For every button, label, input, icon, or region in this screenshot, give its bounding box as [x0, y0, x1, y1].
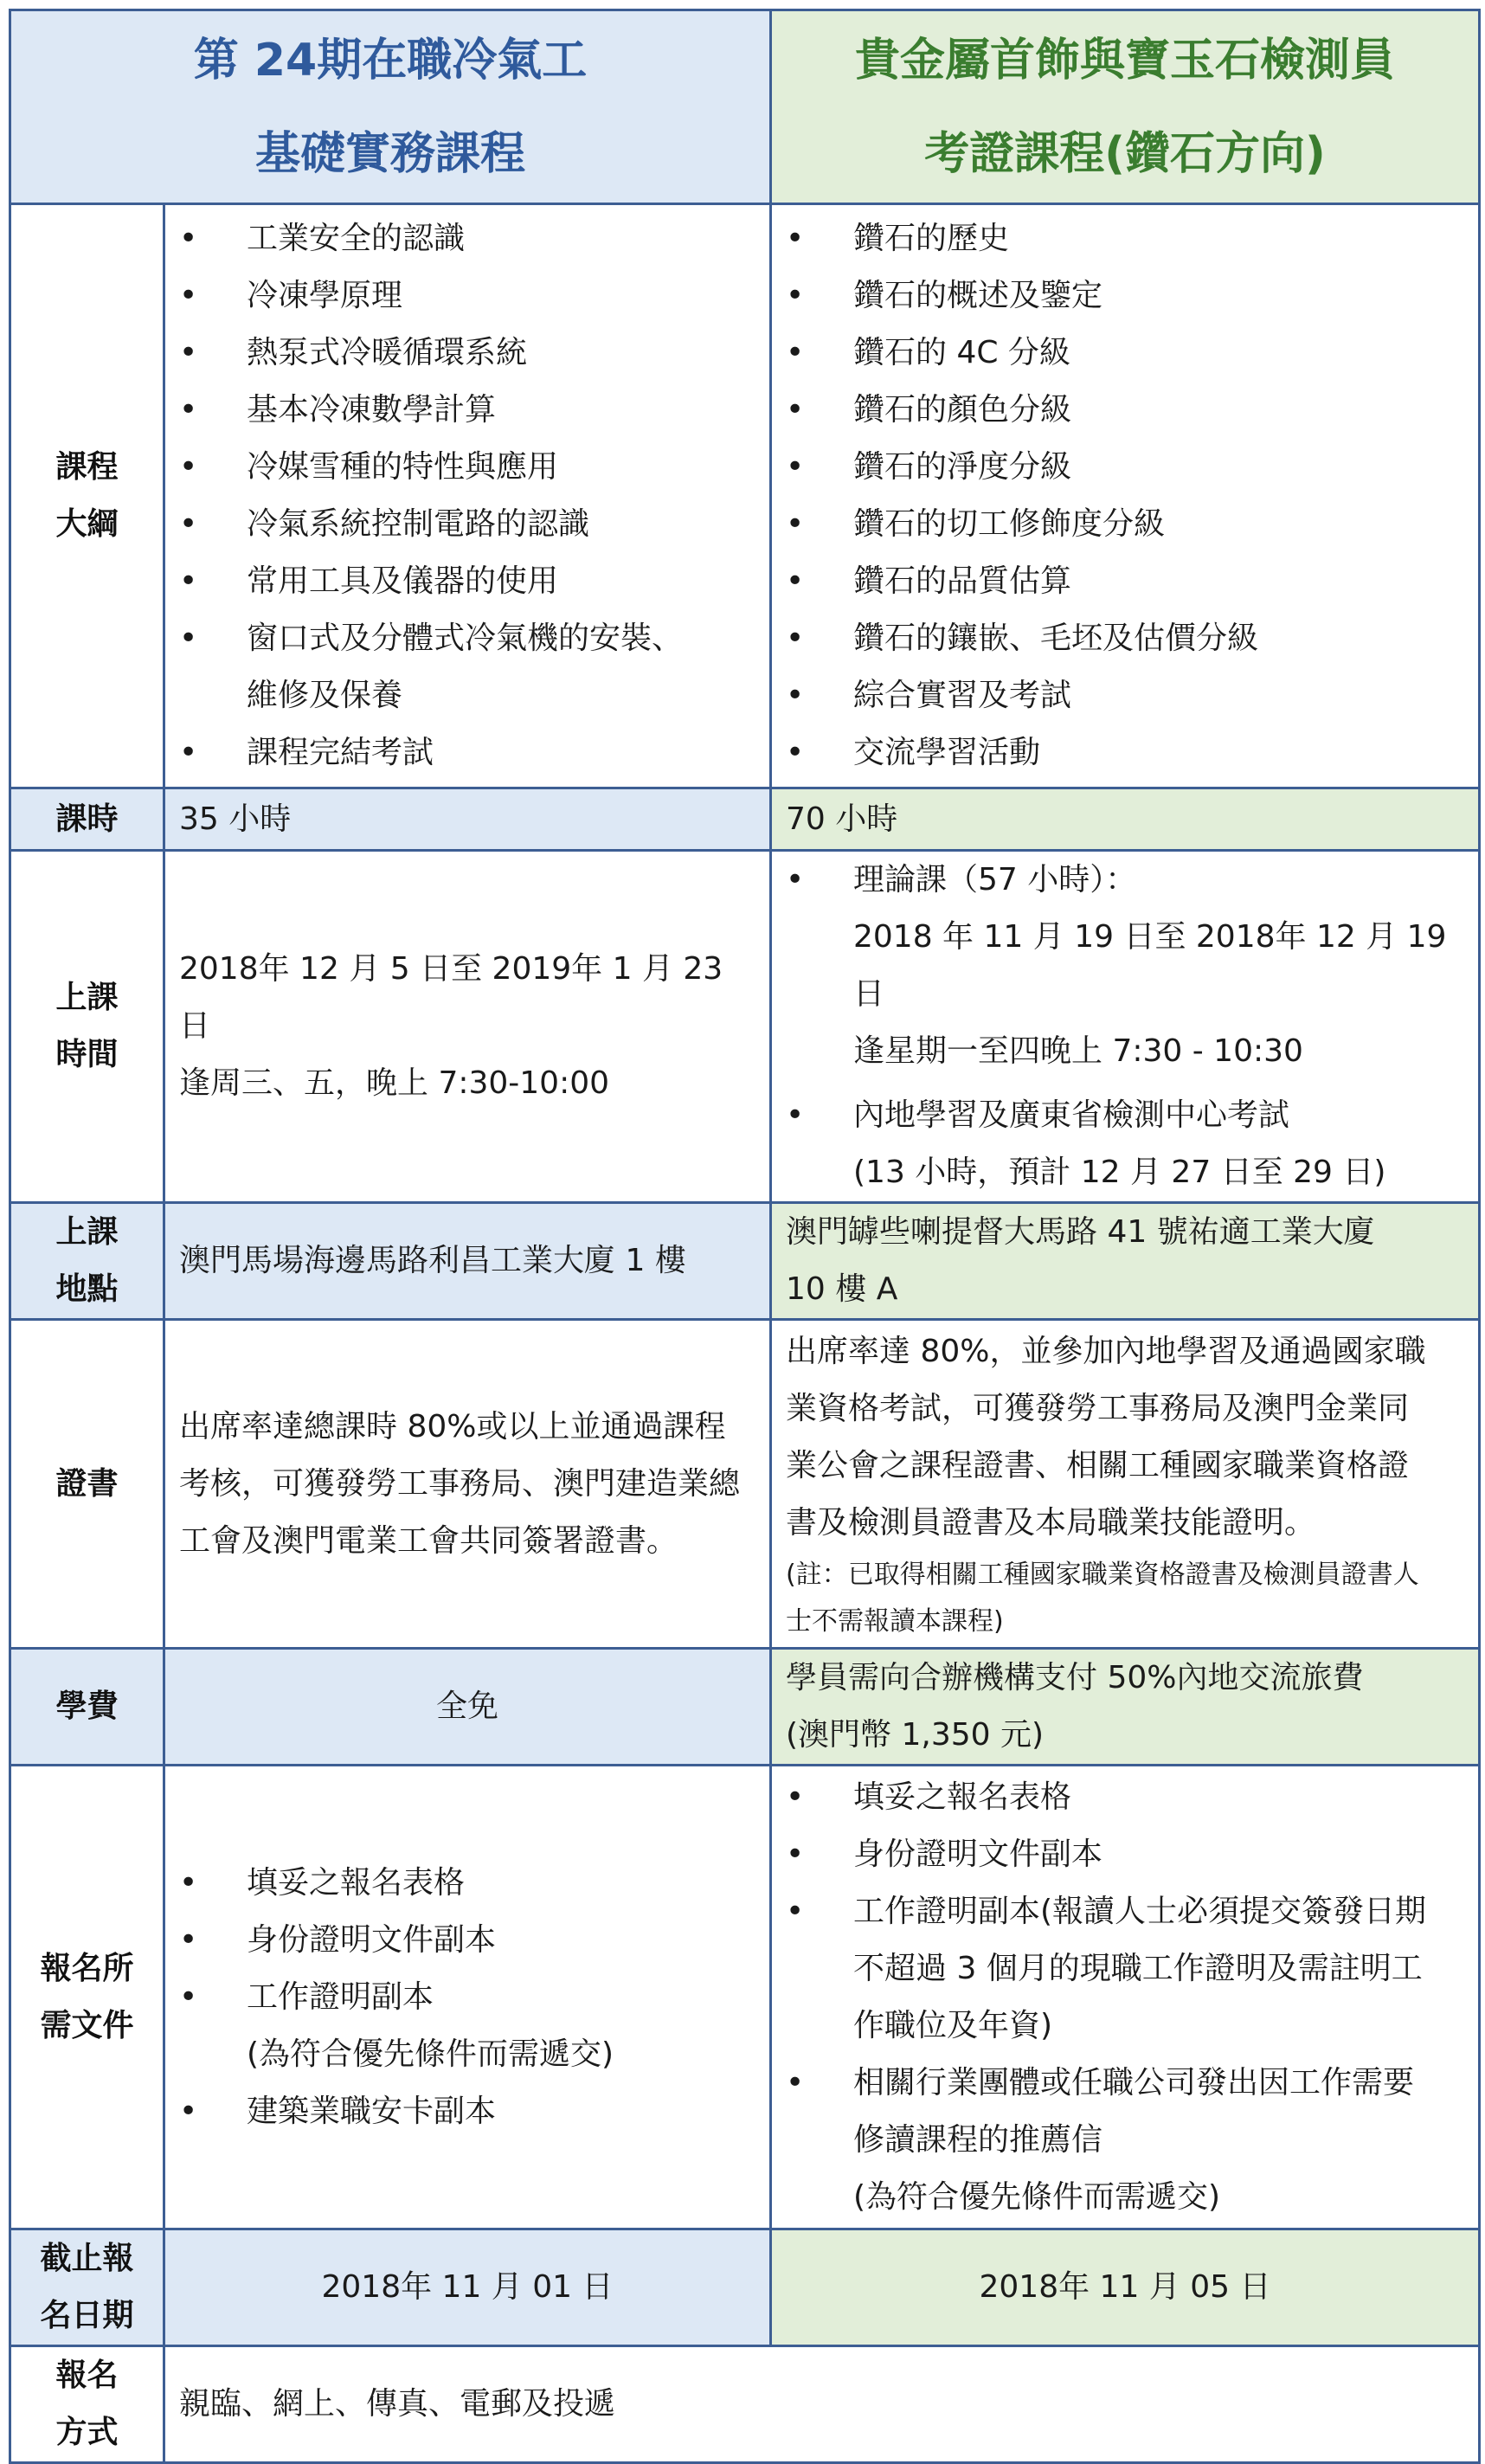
list-item-text: 常用工具及儀器的使用	[247, 563, 559, 599]
bullet-icon: •	[179, 221, 198, 256]
course-title-line: 貴金屬首飾與寶玉石檢測員	[854, 34, 1395, 87]
list-item	[772, 667, 1478, 724]
list-item	[772, 2055, 1478, 2226]
schedule-line: 2018年 12 月 5 日至 2019年 1 月 23 日	[179, 951, 723, 1044]
course-title-diamond	[771, 10, 1480, 204]
certificate-line: 工會及澳門電業工會共同簽署證書。	[179, 1522, 678, 1559]
bullet-icon: •	[786, 506, 805, 542]
row-label-fee: 學費	[10, 1649, 164, 1766]
bullet-icon: •	[786, 678, 805, 713]
label-line: 地點	[55, 1271, 119, 1307]
deadline-refrigeration: 2018年 11 月 01 日	[164, 2229, 771, 2346]
syllabus-diamond	[771, 204, 1480, 788]
list-item	[165, 382, 769, 439]
label-line: 課程	[55, 449, 119, 485]
bullet-icon: •	[786, 1097, 805, 1133]
list-item-text: (為符合優先條件而需遞交)	[247, 2036, 614, 2072]
certificate-line: 書及檢測員證書及本局職業技能證明。	[786, 1504, 1316, 1541]
list-item-text: 窗口式及分體式冷氣機的安裝、	[247, 621, 684, 656]
syllabus-list	[772, 210, 1478, 782]
bullet-icon: •	[786, 392, 805, 428]
certificate-diamond	[771, 1320, 1480, 1649]
list-item	[165, 439, 769, 496]
list-item	[165, 1912, 769, 1969]
list-item	[772, 325, 1478, 382]
fee-row	[10, 1649, 1480, 1766]
bullet-icon: •	[786, 735, 805, 770]
list-item	[165, 267, 769, 325]
list-item	[772, 1883, 1478, 2055]
schedule-list	[772, 852, 1478, 1201]
list-item-text-cont: 維修及保養	[247, 678, 403, 713]
bullet-icon: •	[786, 278, 805, 313]
list-item	[772, 210, 1478, 267]
row-label-schedule	[10, 851, 164, 1203]
certificate-note-line: (註：已取得相關工種國家職業資格證書及檢測員證書人	[786, 1559, 1419, 1590]
list-item	[165, 210, 769, 267]
list-item-text: 工作證明副本(報讀人士必須提交簽發日期	[853, 1893, 1427, 1929]
label-line: 名日期	[40, 2298, 134, 2333]
list-item-text: 填妥之報名表格	[853, 1779, 1072, 1815]
documents-list	[165, 1855, 769, 2140]
certificate-line: 出席率達 80%，並參加內地學習及通過國家職	[786, 1333, 1426, 1369]
label-line: 方式	[55, 2415, 119, 2450]
list-item-text: 鑽石的品質估算	[853, 563, 1072, 599]
bullet-icon: •	[786, 221, 805, 256]
hours-diamond: 70 小時	[771, 788, 1480, 851]
bullet-icon: •	[179, 1864, 198, 1901]
location-diamond	[771, 1203, 1480, 1320]
hours-row	[10, 788, 1480, 851]
list-item	[165, 2083, 769, 2140]
bullet-icon: •	[179, 392, 198, 428]
bullet-icon: •	[786, 1893, 805, 1929]
bullet-icon: •	[786, 1836, 805, 1872]
label-line: 報名所	[40, 1950, 134, 1986]
list-item	[772, 553, 1478, 610]
location-line: 澳門罅些喇提督大馬路 41 號祐適工業大廈	[786, 1214, 1375, 1250]
location-refrigeration: 澳門馬場海邊馬路利昌工業大廈 1 樓	[164, 1203, 771, 1320]
schedule-line: 2018 年 11 月 19 日至 2018年 12 月 19 日	[853, 919, 1447, 1012]
list-item	[772, 610, 1478, 667]
list-item	[772, 1087, 1478, 1201]
list-item-text: 工作證明副本	[247, 1978, 434, 2015]
row-label-method	[10, 2346, 164, 2463]
schedule-line: (13 小時，預計 12 月 27 日至 29 日)	[853, 1155, 1386, 1190]
bullet-icon: •	[179, 735, 198, 770]
bullet-icon: •	[786, 2064, 805, 2101]
schedule-row	[10, 851, 1480, 1203]
bullet-icon: •	[786, 1779, 805, 1815]
fee-diamond	[771, 1649, 1480, 1766]
label-line: 報名	[55, 2358, 119, 2393]
schedule-refrigeration	[164, 851, 771, 1203]
list-item-text: 冷凍學原理	[247, 278, 403, 313]
list-item	[772, 267, 1478, 325]
bullet-icon: •	[179, 335, 198, 370]
bullet-icon: •	[179, 2093, 198, 2129]
bullet-icon: •	[179, 449, 198, 485]
bullet-icon: •	[179, 1978, 198, 2015]
certificate-line: 考核，可獲發勞工事務局、澳門建造業總	[179, 1465, 741, 1502]
list-item	[165, 325, 769, 382]
schedule-line: 逢星期一至四晚上 7:30 - 10:30	[853, 1033, 1303, 1069]
list-item	[165, 610, 769, 724]
label-line: 時間	[55, 1037, 119, 1072]
bullet-icon: •	[786, 335, 805, 370]
list-item-text: 冷氣系統控制電路的認識	[247, 506, 590, 542]
bullet-icon: •	[179, 278, 198, 313]
row-label-certificate: 證書	[10, 1320, 164, 1649]
location-line: 10 樓 A	[786, 1271, 898, 1307]
label-line: 大綱	[55, 506, 119, 542]
documents-row	[10, 1766, 1480, 2229]
list-item-text: 冷媒雪種的特性與應用	[247, 449, 559, 485]
certificate-refrigeration	[164, 1320, 771, 1649]
method-row	[10, 2346, 1480, 2463]
list-item	[772, 852, 1478, 1080]
list-item	[165, 724, 769, 782]
list-item-text: 修讀課程的推薦信	[853, 2121, 1103, 2158]
course-title-refrigeration	[10, 10, 771, 204]
list-item	[772, 496, 1478, 553]
row-label-deadline	[10, 2229, 164, 2346]
fee-refrigeration: 全免	[164, 1649, 771, 1766]
list-item-text: 鑽石的歷史	[853, 221, 1010, 256]
list-item	[165, 553, 769, 610]
list-item-text: 填妥之報名表格	[247, 1864, 466, 1901]
course-title-line: 基礎實務課程	[254, 127, 525, 180]
fee-line: (澳門幣 1,350 元)	[786, 1717, 1045, 1753]
course-title-line: 考證課程(鑽石方向)	[924, 127, 1326, 180]
list-item-text: 工業安全的認識	[247, 221, 466, 256]
list-item	[772, 439, 1478, 496]
label-line: 截止報	[40, 2241, 134, 2276]
bullet-icon: •	[179, 621, 198, 656]
certificate-line: 出席率達總課時 80%或以上並通過課程	[179, 1408, 726, 1444]
bullet-icon: •	[786, 862, 805, 897]
list-item-text: 身份證明文件副本	[853, 1836, 1103, 1872]
row-label-syllabus	[10, 204, 164, 788]
list-item-text: 相關行業團體或任職公司發出因工作需要	[853, 2064, 1415, 2101]
certificate-note-line: 士不需報讀本課程)	[786, 1605, 1004, 1637]
list-item	[772, 1769, 1478, 1826]
bullet-icon: •	[786, 449, 805, 485]
schedule-line: 內地學習及廣東省檢測中心考試	[853, 1097, 1290, 1133]
list-item	[165, 496, 769, 553]
list-item-text: 鑽石的切工修飾度分級	[853, 506, 1166, 542]
list-item-text: 交流學習活動	[853, 735, 1041, 770]
syllabus-list	[165, 210, 769, 782]
row-label-location	[10, 1203, 164, 1320]
list-item-text: 鑽石的淨度分級	[853, 449, 1072, 485]
hours-refrigeration: 35 小時	[164, 788, 771, 851]
schedule-line: 理論課（57 小時）：	[853, 862, 1137, 897]
list-item-text: 身份證明文件副本	[247, 1921, 497, 1958]
list-item	[165, 1969, 769, 2083]
header-row	[10, 10, 1480, 204]
certificate-row	[10, 1320, 1480, 1649]
label-line: 需文件	[40, 2007, 134, 2043]
list-item-text: 基本冷凍數學計算	[247, 392, 497, 428]
bullet-icon: •	[179, 1921, 198, 1958]
bullet-icon: •	[786, 621, 805, 656]
list-item	[772, 1826, 1478, 1883]
bullet-icon: •	[179, 506, 198, 542]
syllabus-row	[10, 204, 1480, 788]
bullet-icon: •	[179, 563, 198, 599]
list-item-text: 作職位及年資)	[853, 2007, 1053, 2043]
documents-diamond	[771, 1766, 1480, 2229]
deadline-row	[10, 2229, 1480, 2346]
row-label-hours: 課時	[10, 788, 164, 851]
label-line: 上課	[55, 1214, 119, 1250]
list-item-text: 鑽石的概述及鑒定	[853, 278, 1103, 313]
fee-line: 學員需向合辦機構支付 50%內地交流旅費	[786, 1660, 1364, 1695]
list-item	[772, 724, 1478, 782]
list-item-text: 課程完結考試	[247, 735, 434, 770]
course-title-line: 第 24期在職冷氣工	[193, 34, 588, 87]
documents-list	[772, 1769, 1478, 2226]
list-item-text: 綜合實習及考試	[853, 678, 1072, 713]
bullet-icon: •	[786, 563, 805, 599]
syllabus-refrigeration	[164, 204, 771, 788]
method-value: 親臨、網上、傳真、電郵及投遞	[164, 2346, 1480, 2463]
label-line: 上課	[55, 980, 119, 1015]
list-item-text: 建築業職安卡副本	[247, 2093, 497, 2129]
schedule-line: 逢周三、五，晚上 7:30-10:00	[179, 1065, 610, 1101]
list-item-text: 熱泵式冷暖循環系統	[247, 335, 528, 370]
schedule-diamond	[771, 851, 1480, 1203]
list-item-text: 鑽石的顏色分級	[853, 392, 1072, 428]
location-row	[10, 1203, 1480, 1320]
documents-refrigeration	[164, 1766, 771, 2229]
list-item-text: 不超過 3 個月的現職工作證明及需註明工	[853, 1950, 1423, 1986]
list-item-text: (為符合優先條件而需遞交)	[853, 2178, 1221, 2215]
certificate-line: 業公會之課程證書、相關工種國家職業資格證	[786, 1447, 1410, 1483]
deadline-diamond: 2018年 11 月 05 日	[771, 2229, 1480, 2346]
list-item-text: 鑽石的鑲嵌、毛坯及估價分級	[853, 621, 1259, 656]
course-comparison-table-frame	[9, 9, 1478, 2450]
certificate-line: 業資格考試，可獲發勞工事務局及澳門金業同	[786, 1390, 1410, 1426]
row-label-documents	[10, 1766, 164, 2229]
course-comparison-table	[9, 9, 1481, 2464]
list-item	[772, 382, 1478, 439]
list-item-text: 鑽石的 4C 分級	[853, 335, 1070, 370]
list-item	[165, 1855, 769, 1912]
